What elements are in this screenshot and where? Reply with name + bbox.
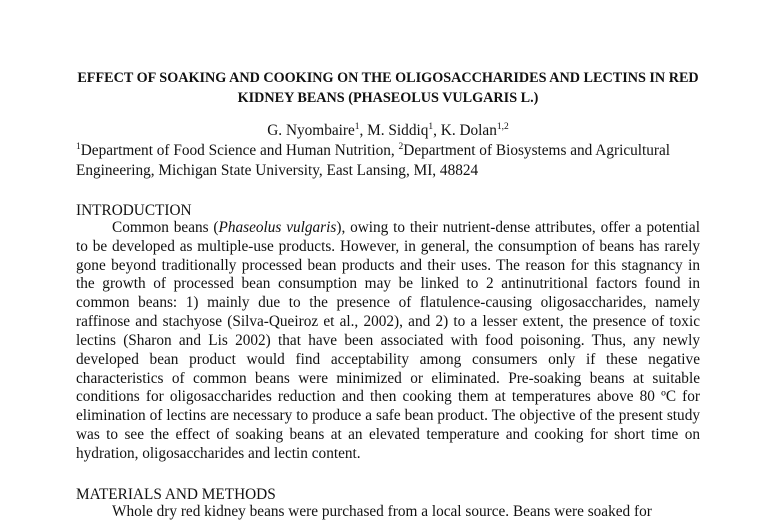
affiliation-text: Department of Food Science and Human Nutrition, bbox=[80, 142, 399, 159]
author-name: M. Siddiq bbox=[367, 122, 429, 139]
introduction-text-start: Common beans ( bbox=[112, 219, 219, 236]
author-separator: , bbox=[433, 122, 441, 139]
author-name: K. Dolan bbox=[440, 122, 497, 139]
affiliations bbox=[76, 141, 700, 181]
author-separator: , bbox=[359, 122, 368, 139]
species-name: Phaseolus vulgaris bbox=[218, 219, 337, 236]
introduction-text-body: ), owing to their nutrient-dense attributes, offer a potential to be developed as multiple-use products. However, in general, the consumption of beans has rarely gone beyond traditionally processed bean products and their uses. The reason for this stagnancy in the growth of processed bean consumption may be linked to 2 antinutritional factors found in common beans: 1) mainly due to the presence of flatulence-causing oligosaccharides, namely raffinose and stachyose (Silva-Queiroz et al., 2002), and 2) to a lesser extent, the presence of toxic lectins (Sharon and Lis 2002) that have been associated with food poisoning. Thus, any newly developed bean product would find acceptability among consumers only if these negative characteristics of common beans were minimized or eliminated. Pre-soaking beans at suitable conditions for oligosaccharides reduction and then cooking them at temperatures above 80 ºC for elimination of lectins are necessary to produce a safe bean product. The objective of the present study was to see the effect of soaking beans at an elevated temperature and cooking for short time on hydration, oligosaccharides and lectin content. bbox=[76, 219, 700, 462]
introduction-heading: INTRODUCTION bbox=[76, 202, 192, 219]
affiliation-mark: 2 bbox=[398, 141, 404, 152]
affiliation-mark: 1 bbox=[76, 141, 81, 152]
methods-heading: MATERIALS AND METHODS bbox=[76, 486, 276, 503]
author-affiliation-mark: 1,2 bbox=[496, 121, 509, 132]
methods-paragraph: Whole dry red kidney beans were purchased from a local source. Beans were soaked for bbox=[112, 503, 652, 520]
introduction-paragraph bbox=[76, 219, 700, 464]
affiliation-text: Department of Biosystems and Agricultural Engineering, Michigan State University, East Lansing, MI, 48824 bbox=[76, 142, 671, 179]
author-affiliation-mark: 1 bbox=[354, 121, 360, 132]
paper-title: EFFECT OF SOAKING AND COOKING ON THE OLIGOSACCHARIDES AND LECTINS IN RED KIDNEY BEANS (PHASEOLUS VULGARIS L.) bbox=[77, 70, 699, 106]
author-line bbox=[76, 121, 700, 141]
author-affiliation-mark: 1 bbox=[428, 121, 434, 132]
author-name: G. Nyombaire bbox=[267, 122, 355, 139]
